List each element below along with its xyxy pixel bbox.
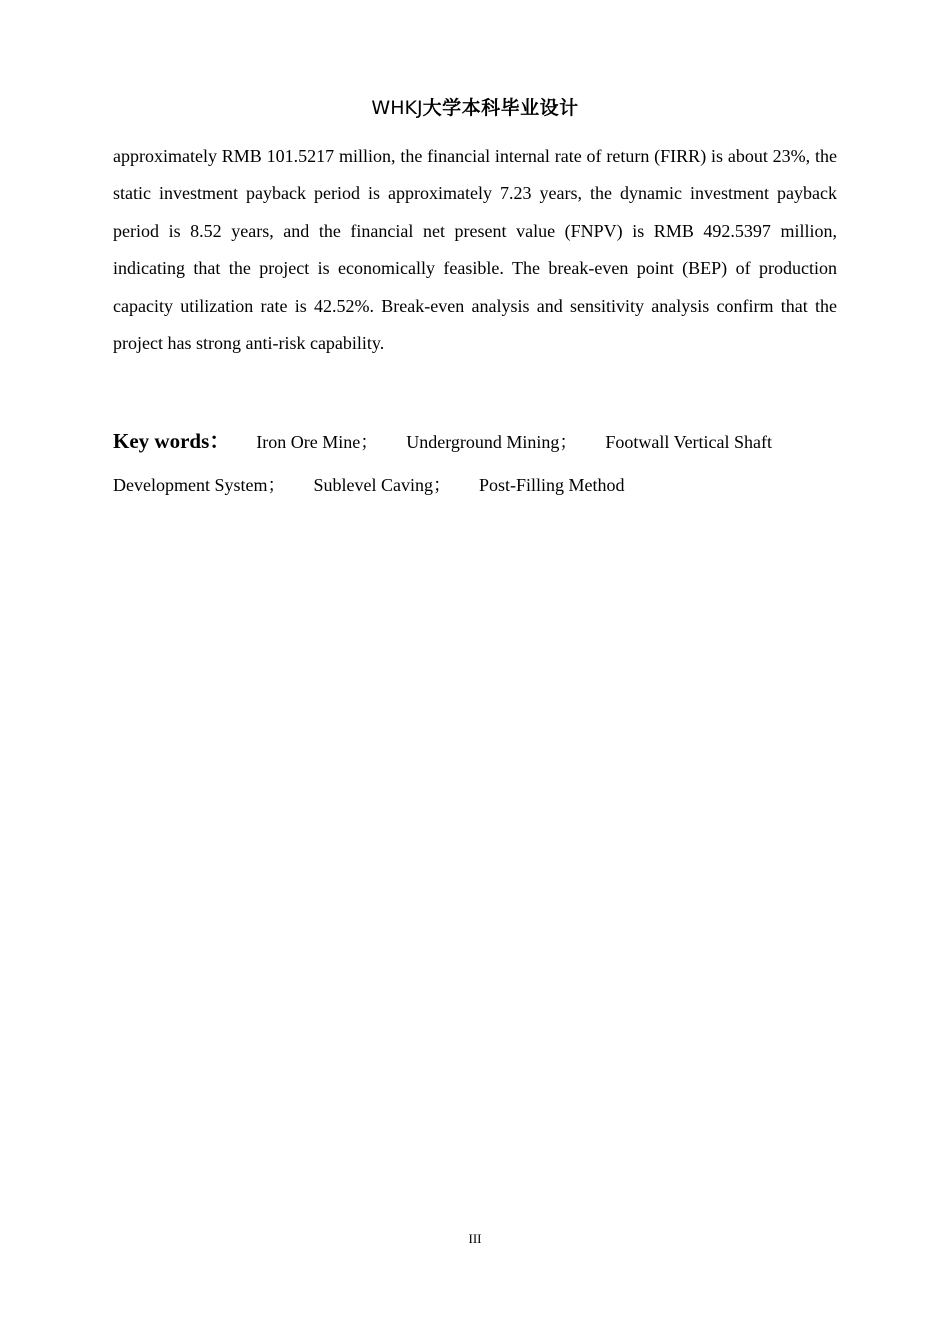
keyword-item: Sublevel Caving；	[313, 475, 451, 495]
page-number: III	[468, 1231, 482, 1246]
keyword-item: Development System；	[113, 475, 286, 495]
keyword-item: Underground Mining；	[406, 432, 578, 452]
header-title: 大学本科毕业设计	[422, 97, 579, 119]
keywords-label: Key words：	[113, 429, 231, 453]
keyword-item: Footwall Vertical Shaft	[605, 432, 773, 452]
abstract-paragraph: approximately RMB 101.5217 million, the financial internal rate of return (FIRR) is about 23%, the static investment payback period is approximately 7.23 years, the dynamic investment payback period is 8.52 years, and the financial net present value (FNPV) is RMB 492.5397 million, indicating that the project is economically feasible. The break-even point (BEP) of production capacity utilization rate is 42.52%. Break-even analysis and sensitivity analysis confirm that the project has strong anti-risk capability.	[113, 146, 837, 354]
keywords-line-2	[113, 464, 837, 507]
keyword-item: Iron Ore Mine；	[256, 432, 379, 452]
page-header	[0, 94, 950, 122]
keyword-item: Post-Filling Method	[478, 475, 625, 495]
keywords-section	[113, 420, 837, 507]
header-institution: WHKJ	[371, 97, 423, 119]
